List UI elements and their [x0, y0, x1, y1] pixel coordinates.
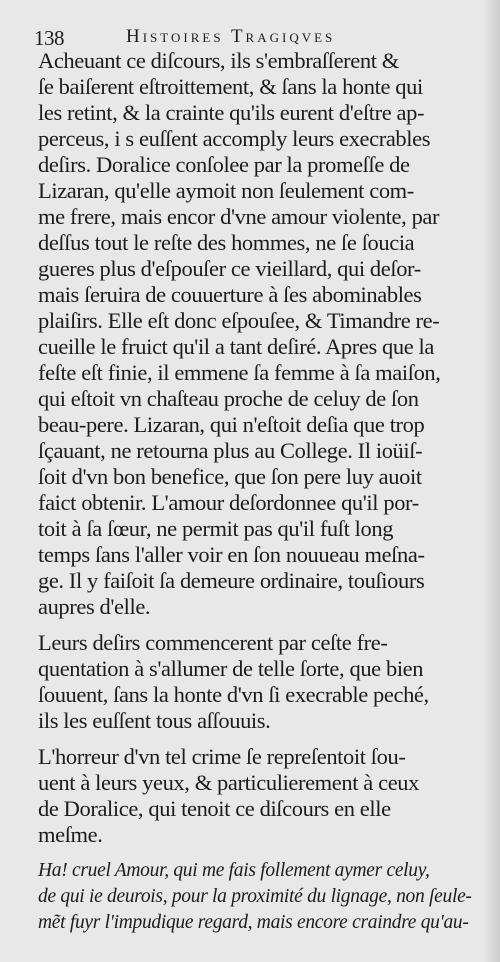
text-line: uent à leurs yeux, & particulierement à ceux — [38, 770, 419, 795]
paragraph-3 — [38, 744, 486, 848]
text-line: feſte eſt finie, il emmene ſa femme à ſa maiſon, — [38, 360, 441, 385]
text-line: de Doralice, qui tenoit ce diſcours en elle — [38, 796, 391, 821]
text-line: meſme. — [38, 822, 103, 847]
text-line: Leurs deſirs commencerent par ceſte fre- — [38, 630, 388, 655]
running-head: Histoires Tragiqves — [126, 26, 336, 47]
text-line: ils les euſſent tous aſſouuis. — [38, 708, 271, 733]
body-text — [38, 48, 486, 936]
text-line: plaiſirs. Elle eſt donc eſpouſee, & Timandre re- — [38, 308, 440, 333]
text-line: ſoit d'vn bon benefice, que ſon pere luy auoit — [38, 464, 422, 489]
text-line: ſçauant, ne retourna plus au College. Il ioüiſ- — [38, 438, 423, 463]
text-line: beau-pere. Lizaran, qui n'eſtoit deſia que trop — [38, 412, 425, 437]
text-line: L'horreur d'vn tel crime ſe repreſentoit ſou- — [38, 744, 406, 769]
text-line: Acheuant ce diſcours, ils s'embraſſerent & — [38, 48, 399, 73]
text-line: ge. Il y faiſoit ſa demeure ordinaire, touſiours — [38, 568, 425, 593]
page-number: 138 — [34, 26, 64, 50]
text-line: mais ſeruira de couuerture à ſes abominables — [38, 282, 422, 307]
text-line: Lizaran, qu'elle aymoit non ſeulement com- — [38, 178, 414, 203]
text-line: ſouuent, ſans la honte d'vn ſi execrable peché, — [38, 682, 429, 707]
text-line: gueres plus d'eſpouſer ce vieillard, qui deſor- — [38, 256, 421, 281]
text-line: quentation à s'allumer de telle ſorte, que bien — [38, 656, 424, 681]
text-line: cueille le fruict qu'il a tant deſiré. Apres que la — [38, 334, 434, 359]
text-line: qui eſtoit vn chaſteau proche de celuy de ſon — [38, 386, 419, 411]
text-line: perceus, i s euſſent accomply leurs execrables — [38, 126, 431, 151]
text-line: toit à ſa ſœur, ne permit pas qu'il fuſt long — [38, 516, 394, 541]
text-line: les retint, & la crainte qu'ils eurent d'eſtre ap- — [38, 100, 425, 125]
text-line: Ha! cruel Amour, qui me fais follement aymer celuy, — [38, 860, 430, 881]
text-line: mẽt fuyr l'impudique regard, mais encore craindre qu'au- — [38, 912, 469, 933]
text-line: aupres d'elle. — [38, 594, 151, 619]
text-line: temps ſans l'aller voir en ſon nouueau meſna- — [38, 542, 425, 567]
paragraph-2 — [38, 630, 486, 734]
text-line: faict obtenir. L'amour deſordonnee qu'il por- — [38, 490, 419, 515]
paragraph-4-italic — [38, 858, 486, 936]
text-line: ſe baiſerent eſtroittement, & ſans la honte qui — [38, 74, 423, 99]
paragraph-1 — [38, 48, 486, 620]
text-line: deſirs. Doralice conſolee par la promeſſe de — [38, 152, 410, 177]
text-line: me frere, mais encor d'vne amour violente, par — [38, 204, 440, 229]
text-line: deſſus tout le reſte des hommes, ne ſe ſoucia — [38, 230, 415, 255]
text-line: de qui ie deurois, pour la proximité du lignage, non ſeule- — [38, 886, 472, 907]
